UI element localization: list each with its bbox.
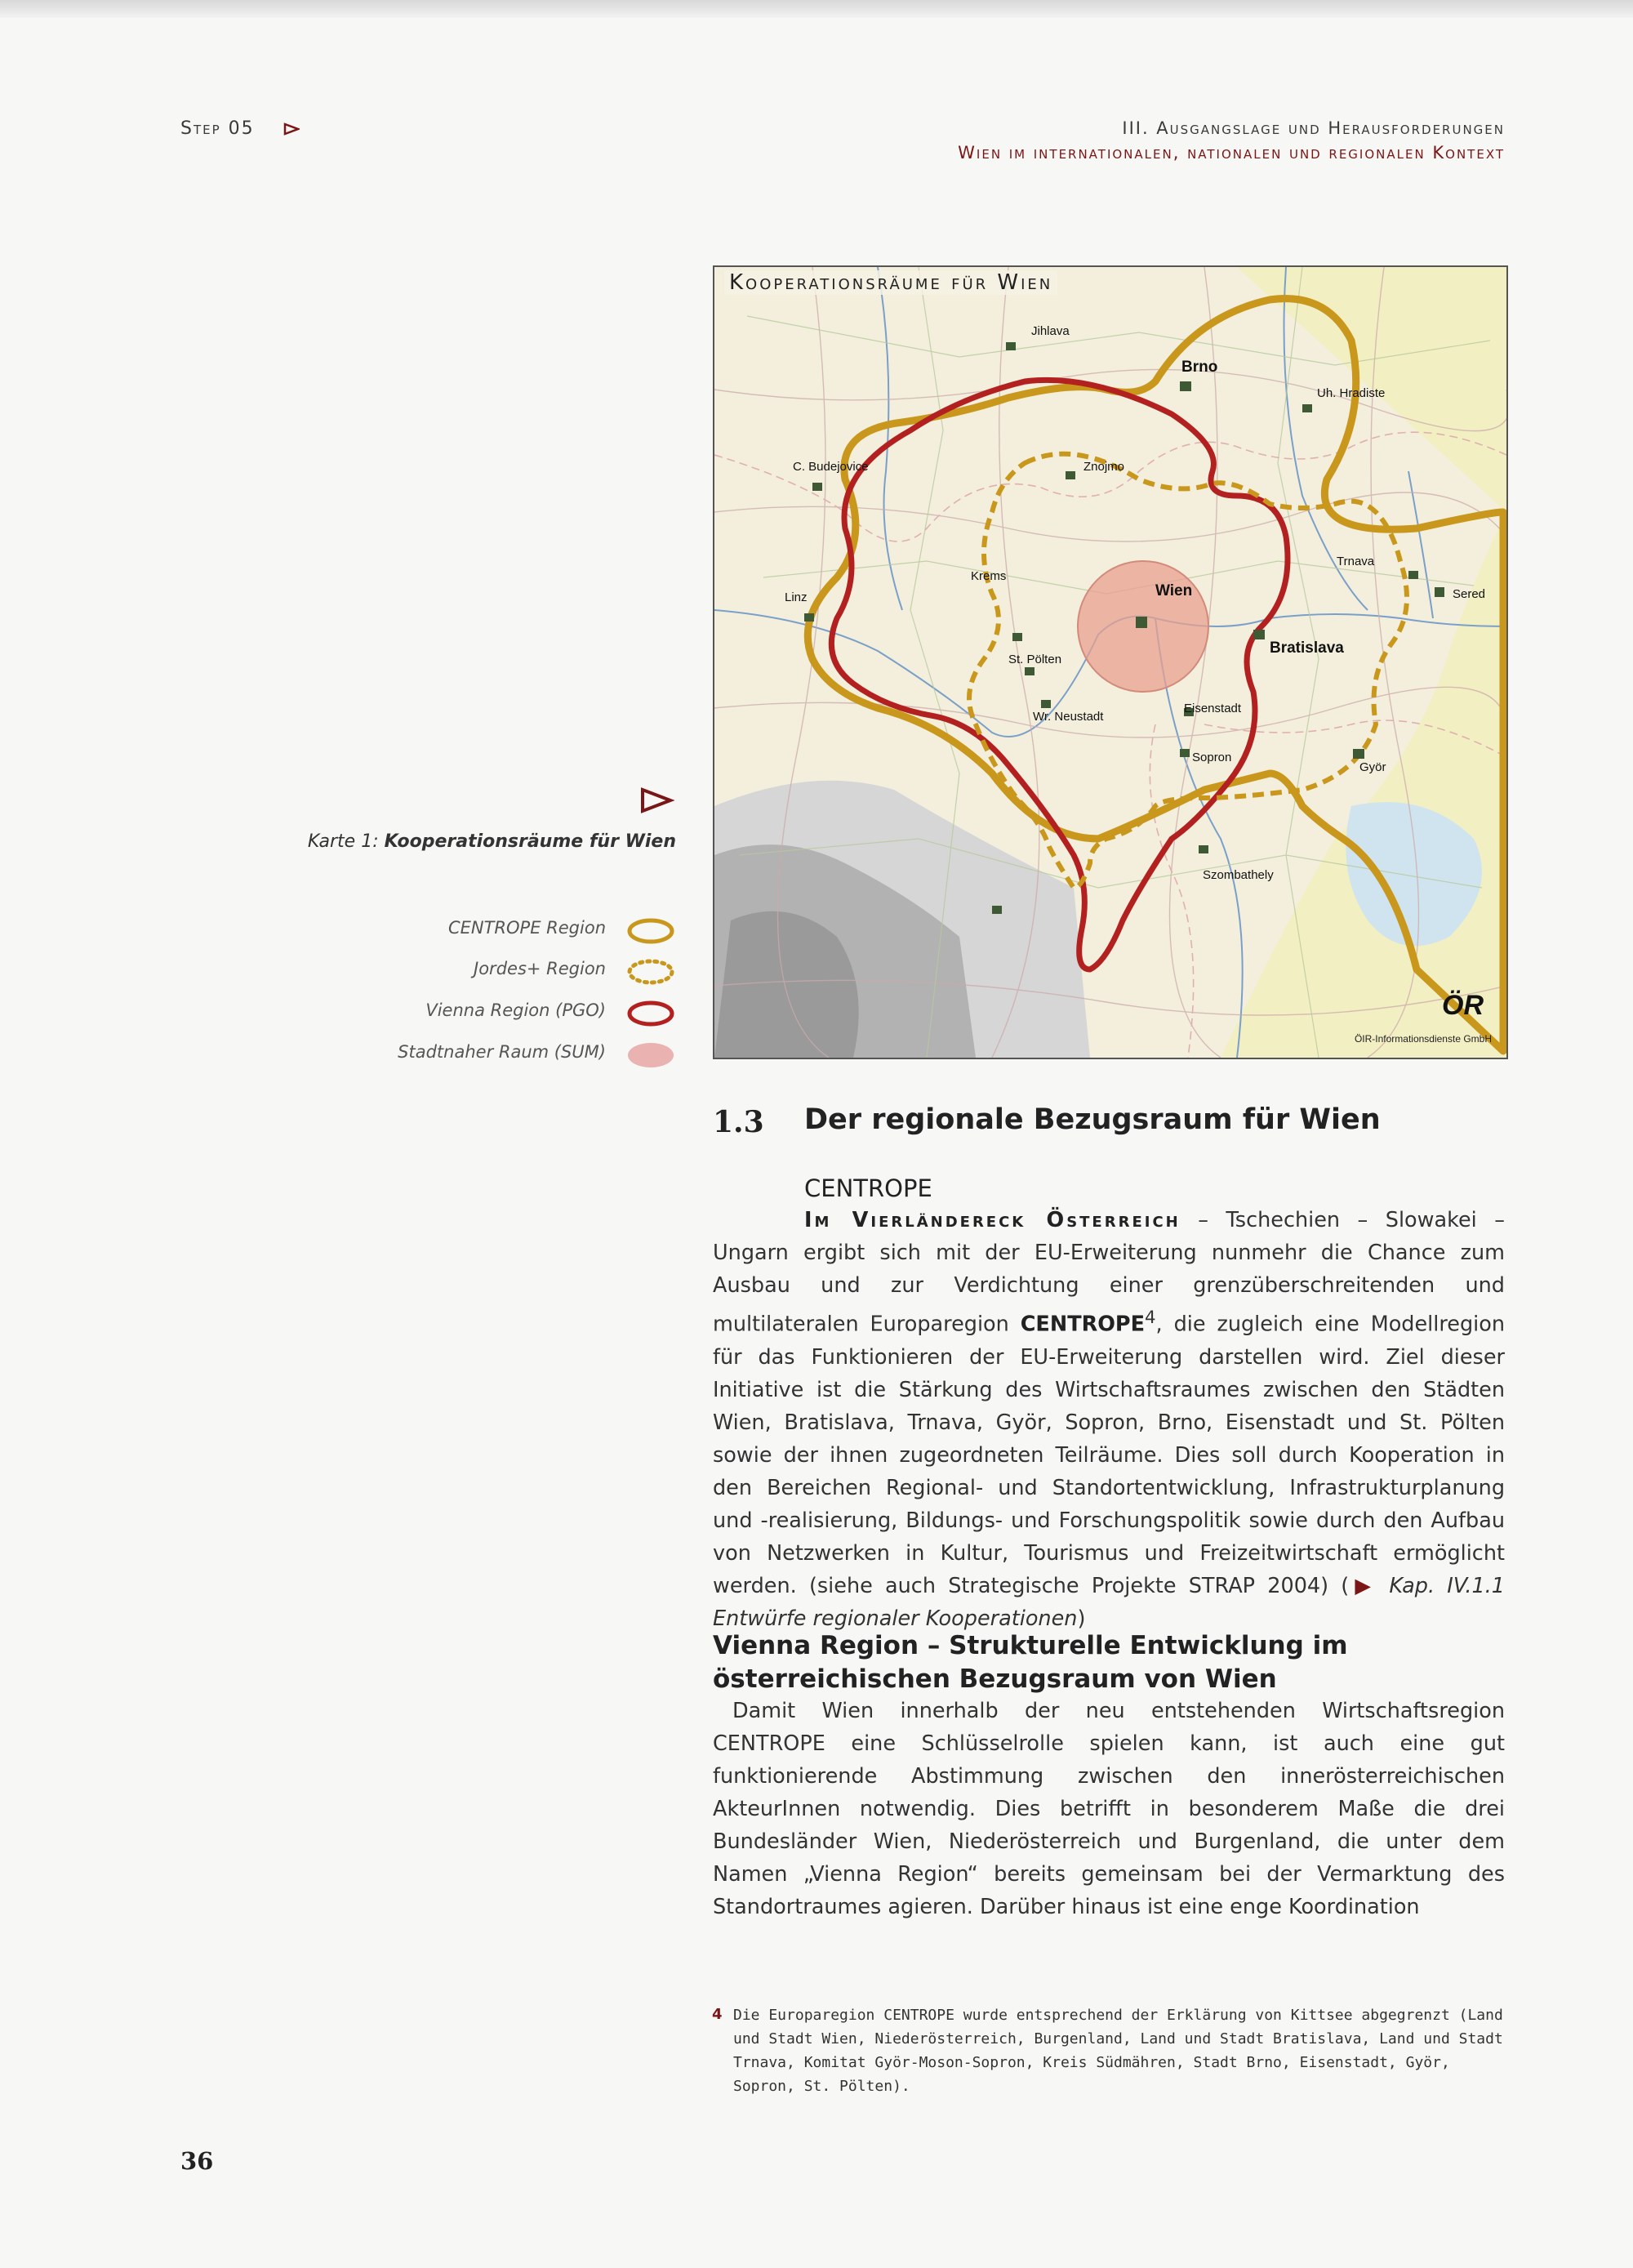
map-caption [308,831,676,852]
subsection-heading: Vienna Region – Strukturelle Entwicklung im österreichischen Bezugsraum von Wien [713,1631,1348,1694]
legend-label: Jordes+ Region [474,959,606,978]
footnote-ref[interactable]: 4 [1145,1308,1156,1328]
city-label: Znojmo [1083,460,1125,474]
triangle-right-icon [639,786,675,814]
paragraph-vienna-region [713,1695,1505,1923]
caption-prefix: Karte 1: [307,831,385,852]
chapter-subtitle: Wien im internationalen, nationalen und regionalen Kontext [958,143,1505,163]
map-credit: ÖIR-Informationsdienste GmbH [1354,1033,1492,1045]
city-label: Krems [971,569,1007,583]
city-label: Uh. Hradiste [1317,386,1386,400]
paragraph-centrope [713,1204,1505,1635]
step-label: Step 05 [180,118,255,139]
map-title: Kooperationsräume für Wien [724,270,1057,295]
city-label: Györ [1359,760,1386,774]
lead-in: Im Vierländereck Österreich [804,1208,1181,1232]
ellipse-pink-filled-icon [626,1040,675,1070]
cooperation-map [713,265,1508,1059]
city-label: Trnava [1337,555,1375,568]
footnote: Die Europaregion CENTROPE wurde entsprechend der Erklärung von Kittsee abgegrenzt (Land und Stadt Wien, Niederösterreich, Burgenland, Land und Stadt Bratislava, Land und Stadt Trnava, Komitat Györ-Moson-Sopron, Kreis Südmähren, Stadt Brno, Eisenstadt, Györ, Sopron, St. Pölten). [733,2007,1503,2095]
city-label: Bratislava [1270,639,1344,657]
ellipse-gold-dotted-icon [626,957,675,987]
centrope-term: CENTROPE [1020,1312,1146,1337]
city-label: Jihlava [1031,324,1070,338]
running-header-left [180,118,300,139]
paragraph-text: ) [1077,1606,1086,1631]
city-label: St. Pölten [1008,653,1062,666]
city-label: Wr. Neustadt [1033,710,1104,724]
footnote-marker: 4 [712,2006,723,2023]
paragraph-text: Damit Wien innerhalb der neu entstehenden Wirtschaftsregion CENTROPE eine Schlüsselrolle spielen kann, ist auch eine gut funktionierende Abstimmung zwischen den innerösterreichischen AkteurInnen notwendig. Dies betrifft in besonderem Maße die drei Bundesländer Wien, Niederösterreich und Burgenland, die unter dem Namen „Vienna Region“ bereits gemeinsam bei der Vermarktung des Standortraumes agieren. Darüber hinaus ist eine enge Koordination [713,1699,1505,1919]
play-arrow-icon: ▶ [1349,1573,1390,1598]
section-number: 1.3 [713,1105,764,1139]
caption-title: Kooperationsräume für Wien [384,831,676,852]
city-label: Brno [1181,359,1218,376]
chapter-title: III. Ausgangslage und Herausforderungen [1122,118,1505,138]
running-header-right [958,116,1505,165]
city-label: Sopron [1192,751,1232,764]
chapter-reference[interactable]: Kap. IV.1.1 Entwürfe regionaler Kooperationen [713,1573,1505,1631]
legend-label: CENTROPE Region [447,918,606,938]
city-label: C. Budejovice [793,460,869,474]
paragraph-text: – Tschechien – Slowakei – Ungarn ergibt sich mit der EU-Erweiterung nunmehr die Chance zum Ausbau und zur Verdichtung einer grenzüberschreitenden und multilateralen Europaregion [713,1208,1505,1337]
city-label: Wien [1155,582,1193,599]
triangle-right-icon [283,123,300,136]
section-title: Der regionale Bezugsraum für Wien [804,1103,1381,1136]
city-label: Eisenstadt [1184,702,1242,715]
city-label: Szombathely [1203,868,1274,882]
ellipse-red-solid-icon [626,999,675,1028]
oir-logo: ÖR [1442,990,1484,1021]
map-graphic [714,267,1506,1058]
paragraph-text: , die zugleich eine Modellregion für das Funktionieren der EU-Erweiterung darstellen wird. Ziel dieser Initiative ist die Stärkung des Wirtschaftsraumes zwischen den Städten Wien, Bratislava, Trnava, Györ, Sopron, Brno, Eisenstadt und St. Pölten sowie der ihnen zugeordneten Teilräume. Dies soll durch Kooperation in den Bereichen Regional- und Standortentwicklung, Infrastrukturplanung und -realisierung, Bildungs- und Forschungspolitik sowie durch den Aufbau von Netzwerken in Kultur, Tourismus und Freizeitwirtschaft ermöglicht werden. (siehe auch Strategische Projekte STRAP 2004) ( [713,1312,1505,1598]
scan-edge [0,0,1633,18]
subheading: CENTROPE [804,1174,932,1202]
city-label: Sered [1453,587,1486,601]
legend-label: Vienna Region (PGO) [425,1000,606,1020]
legend-label: Stadtnaher Raum (SUM) [398,1042,606,1062]
ellipse-gold-solid-icon [626,916,675,946]
city-label: Linz [785,590,808,604]
page-number: 36 [180,2147,214,2175]
